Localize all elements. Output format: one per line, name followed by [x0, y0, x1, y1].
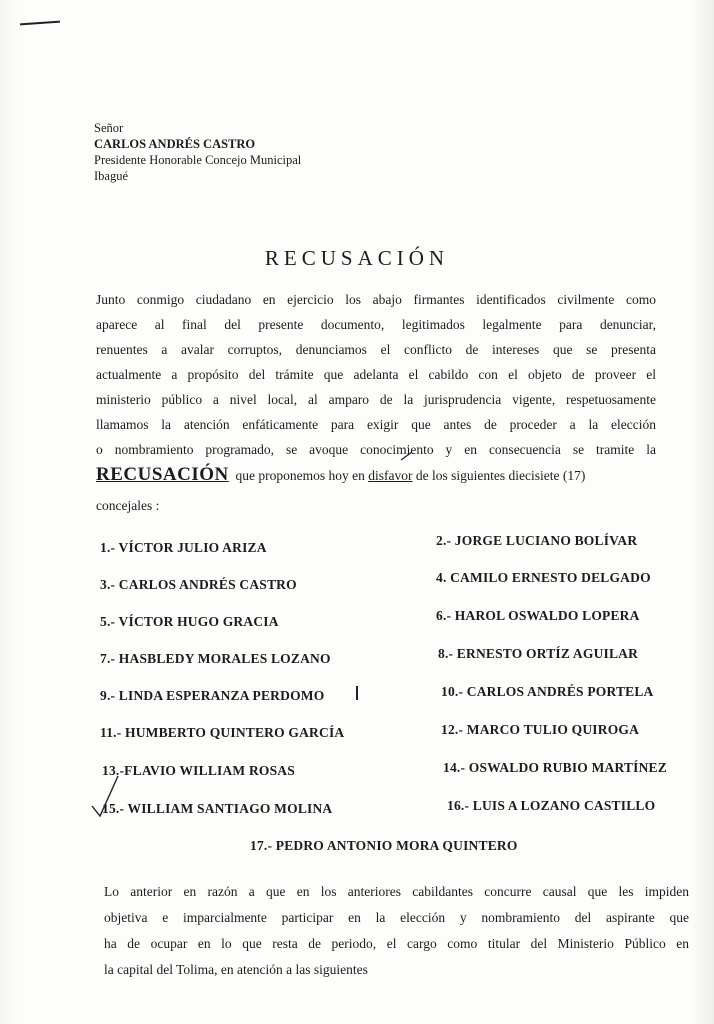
councilor-12: 12.- MARCO TULIO QUIROGA	[441, 722, 640, 737]
councilor-9: 9.- LINDA ESPERANZA PERDOMO	[100, 688, 325, 703]
salutation: Señor	[94, 121, 124, 135]
councilor-15: 15.- WILLIAM SANTIAGO MOLINA	[102, 801, 333, 816]
body-line-6: llamamos la atención enfáticamente para exigir que antes de proceder a la elección	[96, 417, 656, 432]
councilor-6: 6.- HAROL OSWALDO LOPERA	[436, 608, 640, 623]
recusacion-handwritten: disfavor	[368, 468, 413, 483]
closing-line-2: objetiva e imparcialmente participar en la elección y nombramiento del aspirante que	[104, 910, 689, 925]
councilor-4: 4. CAMILO ERNESTO DELGADO	[436, 570, 651, 585]
body-line-7: o nombramiento programado, se avoque conocimiento y en consecuencia se tramite la	[96, 442, 656, 457]
body-line-1: Junto conmigo ciudadano en ejercicio los abajo firmantes identificados civilmente como	[96, 292, 656, 307]
document-title: RECUSACIÓN	[264, 246, 450, 270]
body-line-4: actualmente a propósito del trámite que adelanta el cabildo con el objeto de proveer el	[96, 367, 656, 382]
councilor-2: 2.- JORGE LUCIANO BOLÍVAR	[436, 533, 638, 548]
councilor-17: 17.- PEDRO ANTONIO MORA QUINTERO	[250, 838, 518, 853]
addressee-position: Presidente Honorable Concejo Municipal	[94, 153, 302, 167]
closing-line-4: la capital del Tolima, en atención a las siguientes	[104, 962, 368, 977]
councilor-14: 14.- OSWALDO RUBIO MARTÍNEZ	[443, 760, 667, 775]
councilor-13: 13.-FLAVIO WILLIAM ROSAS	[102, 763, 295, 778]
addressee-name: CARLOS ANDRÉS CASTRO	[94, 137, 256, 151]
councilor-8: 8.- ERNESTO ORTÍZ AGUILAR	[438, 646, 639, 661]
recusacion-before: que proponemos hoy en	[235, 468, 365, 483]
councilor-7: 7.- HASBLEDY MORALES LOZANO	[100, 651, 331, 666]
councilor-3: 3.- CARLOS ANDRÉS CASTRO	[100, 577, 297, 592]
councilor-11: 11.- HUMBERTO QUINTERO GARCÍA	[100, 725, 345, 740]
recusacion-after: de los siguientes diecisiete (17)	[415, 468, 586, 483]
closing-line-3: ha de ocupar en lo que resta de periodo, el cargo como titular del Ministerio Público en	[104, 936, 689, 951]
body-line-2: aparece al final del presente documento, legitimados legalmente para denunciar,	[96, 317, 656, 332]
checkmark-icon	[92, 776, 118, 816]
recusacion-emphasis: RECUSACIÓN	[96, 464, 229, 485]
caret-mark-icon	[401, 452, 412, 460]
councilor-16: 16.- LUIS A LOZANO CASTILLO	[447, 798, 656, 813]
body-line-3: renuentes a avalar corruptos, denunciamos el conflicto de intereses que se presenta	[96, 342, 656, 357]
councilor-10: 10.- CARLOS ANDRÉS PORTELA	[441, 684, 654, 699]
addressee-city: Ibagué	[94, 169, 129, 183]
closing-line-1: Lo anterior en razón a que en los anteriores cabildantes concurre causal que les impiden	[104, 884, 689, 899]
councilor-5: 5.- VÍCTOR HUGO GRACIA	[100, 614, 279, 629]
councilor-1: 1.- VÍCTOR JULIO ARIZA	[100, 540, 267, 555]
concejales-label: concejales :	[96, 498, 160, 513]
body-line-5: ministerio público a nivel local, al amparo de la jurisprudencia vigente, respetuosamente	[96, 392, 656, 407]
